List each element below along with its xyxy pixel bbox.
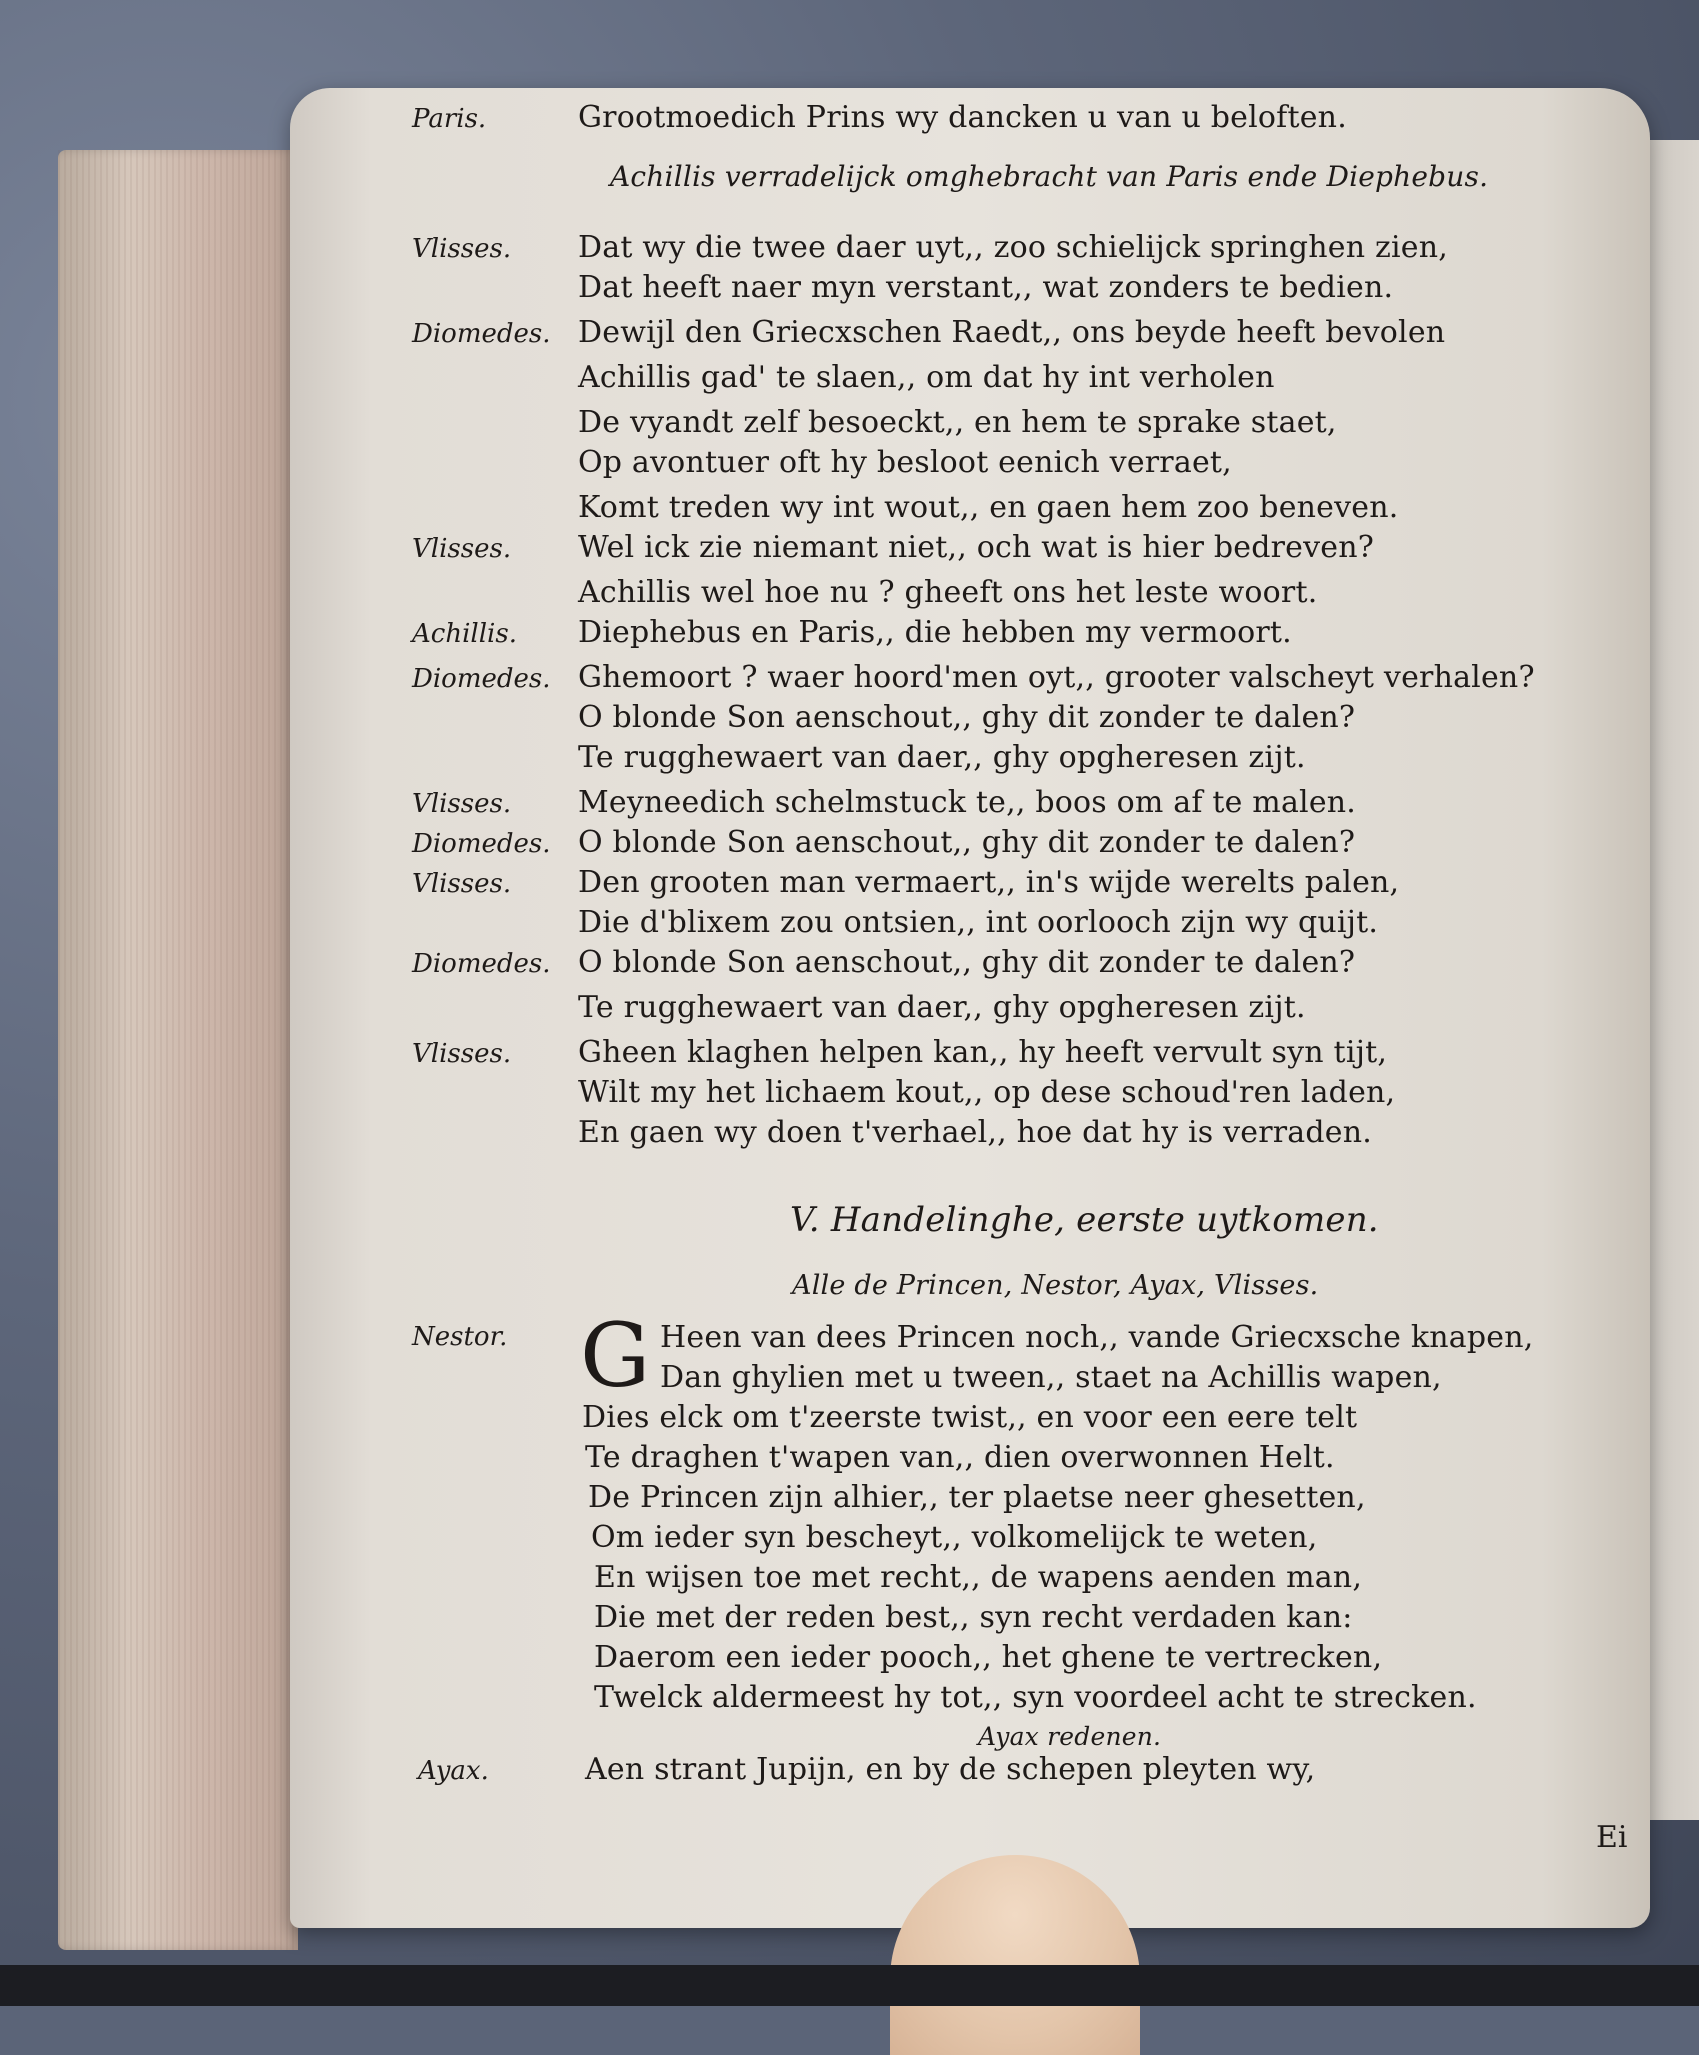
speaker-label: Diomedes. [412, 319, 551, 349]
verse-line: Dies elck om t'zeerste twist,, en voor een eere telt [582, 1400, 1358, 1435]
verse-line: Die d'blixem zou ontsien,, int oorlooch zijn wy quijt. [578, 905, 1379, 940]
speaker-label: Diomedes. [412, 829, 551, 859]
speaker-label: Vlisses. [412, 1039, 512, 1069]
verse-line: Twelck aldermeest hy tot,, syn voordeel acht te strecken. [594, 1680, 1477, 1715]
verse-line: En gaen wy doen t'verhael,, hoe dat hy is verraden. [578, 1115, 1372, 1150]
cast-line: Alle de Princen, Nestor, Ayax, Vlisses. [792, 1270, 1319, 1301]
verse-line: Te rugghewaert van daer,, ghy opgheresen zijt. [578, 990, 1306, 1025]
verse-line: Te rugghewaert van daer,, ghy opgheresen zijt. [578, 740, 1306, 775]
speaker-label: Vlisses. [412, 234, 512, 264]
book-page-edges [58, 150, 298, 1950]
verse-line: En wijsen toe met recht,, de wapens aenden man, [594, 1560, 1363, 1595]
verse-line: O blonde Son aenschout,, ghy dit zonder te dalen? [578, 825, 1356, 860]
verse-line: De Princen zijn alhier,, ter plaetse neer ghesetten, [588, 1480, 1366, 1515]
bottom-shadow [0, 1965, 1699, 2006]
verse-line: Wilt my het lichaem kout,, op dese schoud'ren laden, [578, 1075, 1396, 1110]
verse-line: Om ieder syn bescheyt,, volkomelijck te weten, [591, 1520, 1318, 1555]
verse-line: Achillis wel hoe nu ? gheeft ons het leste woort. [578, 575, 1318, 610]
speaker-label: Ayax. [418, 1756, 489, 1786]
verse-line: Op avontuer oft hy besloot eenich verraet, [578, 445, 1232, 480]
verse-line: Aen strant Jupijn, en by de schepen pleyten wy, [585, 1752, 1316, 1787]
verse-line: Gheen klaghen helpen kan,, hy heeft vervult syn tijt, [578, 1035, 1388, 1070]
verse-line: De vyandt zelf besoeckt,, en hem te sprake staet, [578, 405, 1337, 440]
verse-line: O blonde Son aenschout,, ghy dit zonder te dalen? [578, 945, 1356, 980]
verse-line: Die met der reden best,, syn recht verdaden kan: [594, 1600, 1353, 1635]
speaker-label: Vlisses. [412, 789, 512, 819]
verse-line: Komt treden wy int wout,, en gaen hem zoo beneven. [578, 490, 1399, 525]
verse-line: Daerom een ieder pooch,, het ghene te vertrecken, [594, 1640, 1383, 1675]
speaker-label: Nestor. [412, 1322, 508, 1352]
verse-line: Diephebus en Paris,, die hebben my vermoort. [578, 615, 1292, 650]
verse-line: Achillis gad' te slaen,, om dat hy int verholen [578, 360, 1275, 395]
verse-line: Grootmoedich Prins wy dancken u van u beloften. [578, 100, 1347, 135]
speaker-label: Paris. [412, 104, 487, 134]
speaker-label: Achillis. [412, 619, 517, 649]
verse-line: Dat heeft naer myn verstant,, wat zonders te bedien. [578, 270, 1394, 305]
verse-line: Dan ghylien met u tween,, staet na Achillis wapen, [660, 1360, 1442, 1395]
verse-line: Meyneedich schelmstuck te,, boos om af te malen. [578, 785, 1357, 820]
stage-direction: Ayax redenen. [978, 1722, 1162, 1751]
speaker-label: Vlisses. [412, 869, 512, 899]
verse-line: Heen van dees Princen noch,, vande Griecxsche knapen, [660, 1320, 1534, 1355]
act-heading: V. Handelinghe, eerste uytkomen. [790, 1200, 1379, 1240]
speaker-label: Diomedes. [412, 949, 551, 979]
verse-line: Dat wy die twee daer uyt,, zoo schielijck springhen zien, [578, 230, 1448, 265]
speaker-label: Diomedes. [412, 664, 551, 694]
verse-line: O blonde Son aenschout,, ghy dit zonder te dalen? [578, 700, 1356, 735]
verse-line: Dewijl den Griecxschen Raedt,, ons beyde heeft bevolen [578, 315, 1446, 350]
signature-mark: Ei [1596, 1820, 1628, 1855]
verse-line: Den grooten man vermaert,, in's wijde werelts palen, [578, 865, 1400, 900]
verse-line: Wel ick zie niemant niet,, och wat is hier bedreven? [578, 530, 1375, 565]
scene-direction: Achillis verradelijck omghebracht van Paris ende Diephebus. [610, 160, 1489, 193]
speaker-label: Vlisses. [412, 534, 512, 564]
drop-cap: G [580, 1304, 651, 1407]
verse-line: Te draghen t'wapen van,, dien overwonnen Helt. [585, 1440, 1335, 1475]
verse-line: Ghemoort ? waer hoord'men oyt,, grooter valscheyt verhalen? [578, 660, 1535, 695]
